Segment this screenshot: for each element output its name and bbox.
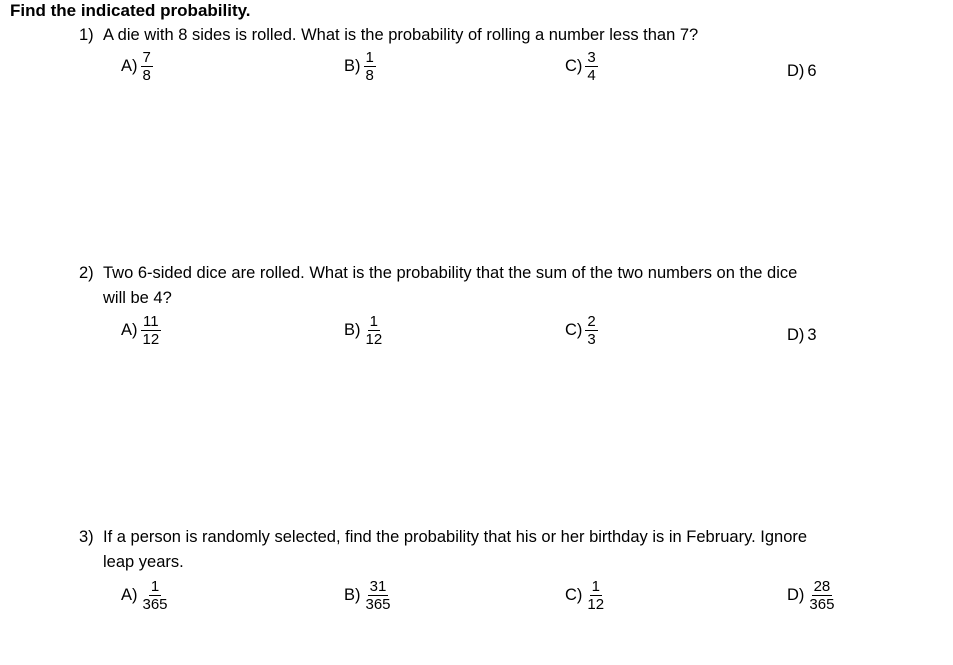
fraction [585, 50, 597, 83]
question-number: 3) [79, 528, 94, 546]
question-3 [79, 525, 939, 575]
fraction [364, 50, 376, 83]
q1-choice-a[interactable] [121, 50, 153, 83]
choice-letter: D) [787, 326, 805, 344]
q3-choice-c[interactable] [565, 579, 606, 612]
denominator: 8 [365, 67, 374, 84]
choice-letter: C) [565, 321, 583, 339]
fraction [364, 314, 385, 347]
numerator: 1 [150, 578, 160, 595]
denominator: 12 [587, 596, 605, 613]
choice-letter: C) [565, 57, 583, 75]
q2-choice-b[interactable] [344, 314, 384, 347]
denominator: 12 [365, 331, 383, 348]
choice-value: 3 [807, 326, 817, 344]
numerator: 31 [369, 578, 387, 595]
choice-letter: C) [565, 586, 583, 604]
fraction [364, 579, 393, 612]
numerator: 7 [142, 49, 151, 66]
choice-letter: B) [344, 586, 361, 604]
denominator: 365 [365, 596, 391, 613]
fraction [141, 314, 162, 347]
fraction [141, 50, 153, 83]
choice-letter: B) [344, 321, 361, 339]
q3-choice-b[interactable] [344, 579, 393, 612]
fraction [585, 314, 597, 347]
choice-letter: A) [121, 321, 138, 339]
numerator: 28 [813, 578, 831, 595]
q1-choice-b[interactable] [344, 50, 376, 83]
question-3-text [79, 525, 939, 550]
choice-letter: D) [787, 62, 805, 80]
question-line: Two 6-sided dice are rolled. What is the probability that the sum of the two numbers on the dice [103, 264, 798, 282]
q2-choice-a[interactable] [121, 314, 161, 347]
choice-letter: B) [344, 57, 361, 75]
q2-choice-c[interactable] [565, 314, 598, 347]
q2-choice-d[interactable] [787, 326, 817, 345]
question-line-continued: leap years. [103, 553, 184, 571]
question-line: If a person is randomly selected, find the probability that his or her birthday is in February. Ignore [103, 528, 808, 546]
numerator: 1 [369, 313, 379, 330]
question-1-text [79, 23, 939, 48]
numerator: 1 [365, 49, 374, 66]
choice-letter: A) [121, 586, 138, 604]
numerator: 1 [591, 578, 600, 595]
denominator: 365 [142, 596, 168, 613]
question-2-text [79, 261, 939, 286]
fraction [585, 579, 606, 612]
numerator: 11 [143, 313, 159, 330]
denominator: 8 [142, 67, 151, 84]
numerator: 3 [587, 49, 596, 66]
denominator: 365 [809, 596, 835, 613]
question-line: A die with 8 sides is rolled. What is the probability of rolling a number less than 7? [103, 26, 699, 44]
denominator: 3 [587, 331, 596, 348]
question-line-continued: will be 4? [103, 289, 172, 307]
choice-letter: D) [787, 586, 805, 604]
q3-choice-d[interactable] [787, 579, 836, 612]
question-number: 1) [79, 26, 94, 44]
denominator: 4 [587, 67, 596, 84]
question-1 [79, 23, 939, 48]
q1-choice-c[interactable] [565, 50, 598, 83]
fraction [141, 579, 170, 612]
choice-value: 6 [807, 62, 817, 80]
fraction [807, 579, 836, 612]
numerator: 2 [587, 313, 596, 330]
page-heading: Find the indicated probability. [10, 1, 251, 20]
question-2 [79, 261, 939, 311]
q3-choice-a[interactable] [121, 579, 170, 612]
question-number: 2) [79, 264, 94, 282]
choice-letter: A) [121, 57, 138, 75]
denominator: 12 [142, 331, 160, 348]
q1-choice-d[interactable] [787, 62, 817, 81]
